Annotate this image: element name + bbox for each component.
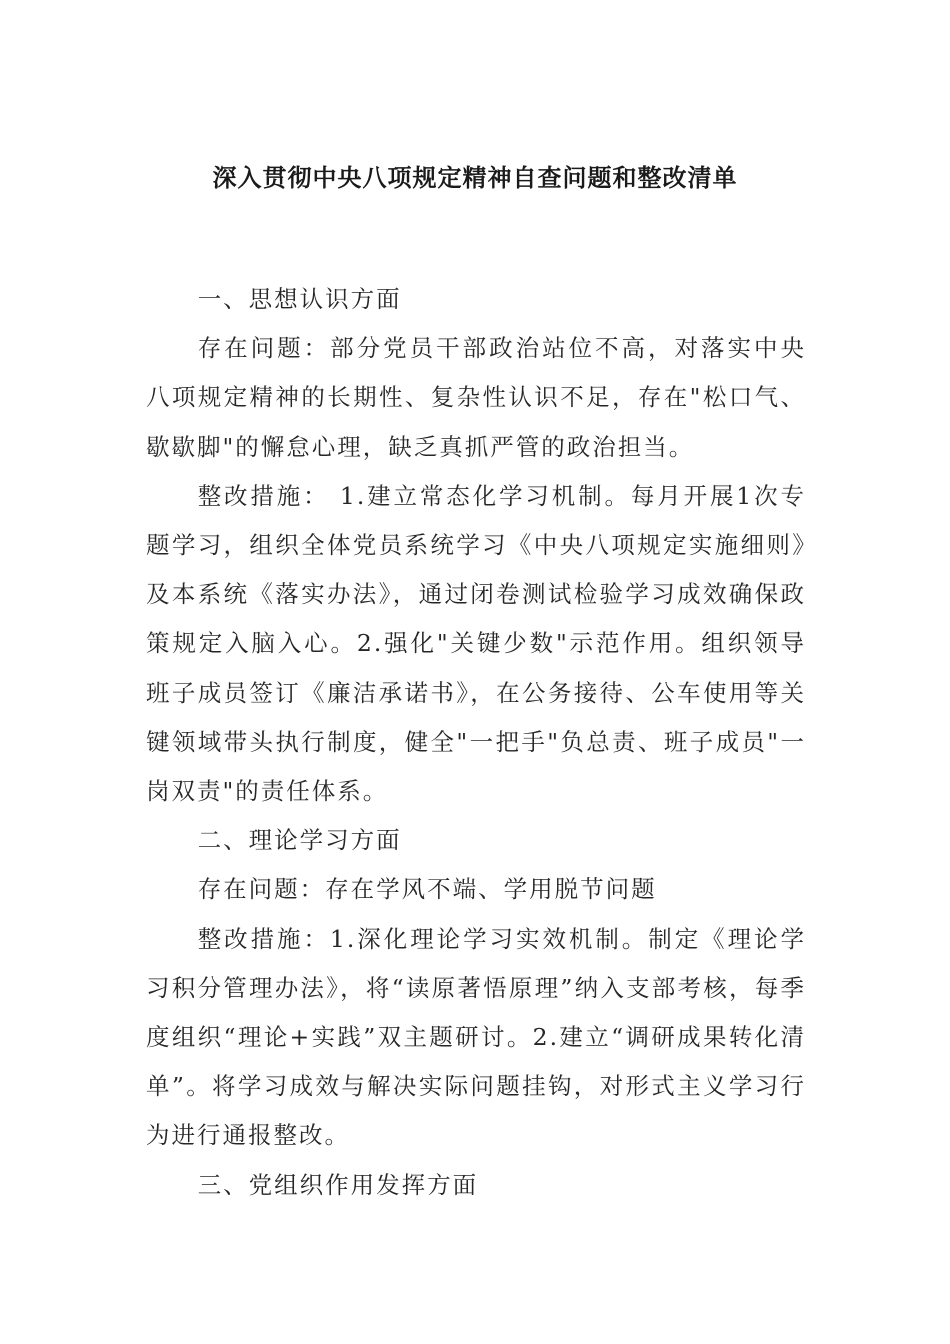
- section-heading-1: 一、思想认识方面: [197, 285, 402, 313]
- section-2-measures: 整改措施：1.深化理论学习实效机制。制定《理论学习积分管理办法》，将“读原著悟原理”纳入支部考核，每季度组织“理论+实践”双主题研讨。2.建立“调研成果转化清单”。将学习成效与解决实际问题挂钩，对形式主义学习行为进行通报整改。: [146, 924, 806, 1150]
- section-1-problem: 存在问题：部分党员干部政治站位不高，对落实中央八项规定精神的长期性、复杂性认识不足，存在"松口气、歇歇脚"的懈怠心理，缺乏真抓严管的政治担当。: [146, 334, 806, 461]
- section-2-problem: 存在问题：存在学风不端、学用脱节问题: [197, 875, 657, 904]
- document-body: [146, 275, 806, 1210]
- section-1-measures: 整改措施： 1.建立常态化学习机制。每月开展1次专题学习，组织全体党员系统学习《中央八项规定实施细则》及本系统《落实办法》，通过闭卷测试检验学习成效确保政策规定入脑入心。2.强化"关键少数"示范作用。组织领导班子成员签订《廉洁承诺书》，在公务接待、公车使用等关键领域带头执行制度，健全"一把手"负总责、班子成员"一岗双责"的责任体系。: [146, 481, 806, 806]
- document-title: 深入贯彻中央八项规定精神自查问题和整改清单: [212, 163, 738, 192]
- section-heading-2: 二、理论学习方面: [197, 826, 402, 855]
- section-heading-3: 三、党组织作用发挥方面: [197, 1170, 479, 1199]
